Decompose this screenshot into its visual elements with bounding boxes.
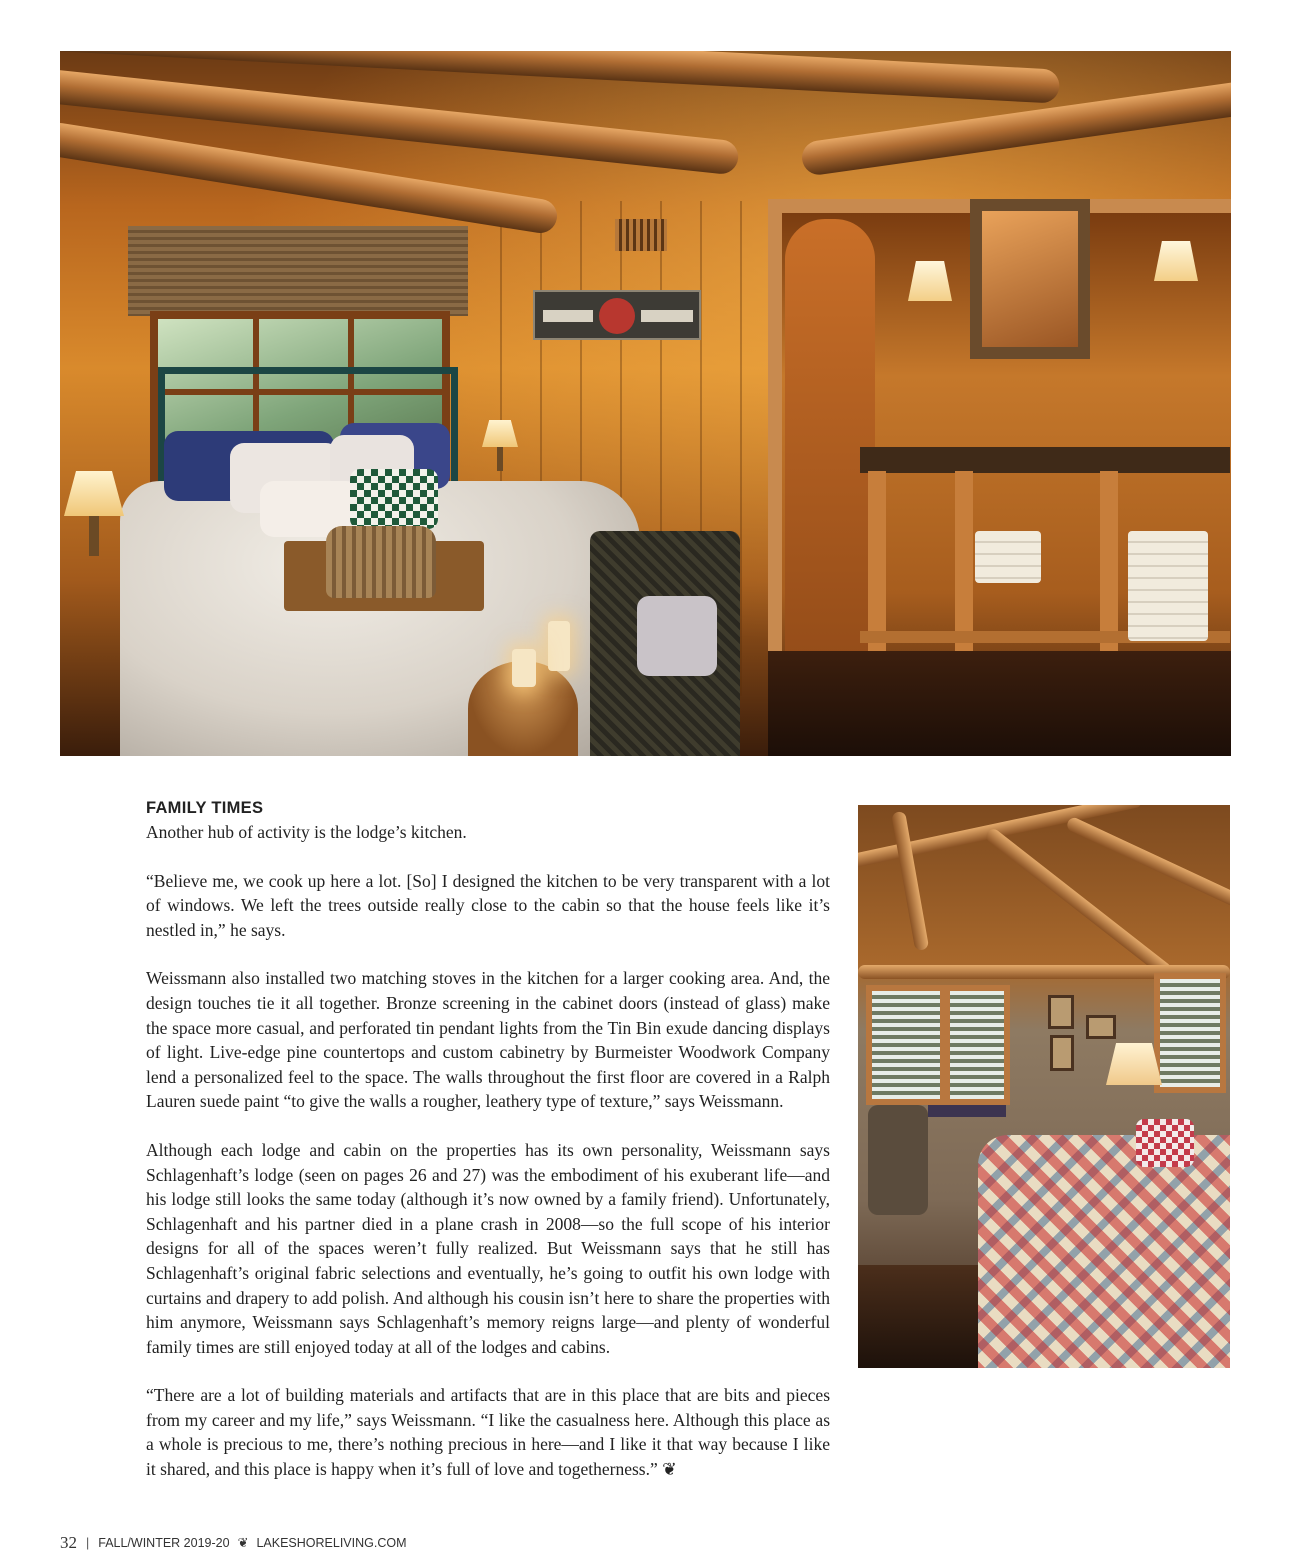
article-body bbox=[146, 796, 830, 1506]
window-shade bbox=[128, 226, 468, 316]
website-link[interactable]: LAKESHORELIVING.COM bbox=[256, 1536, 407, 1550]
paragraph: “Believe me, we cook up here a lot. [So] I designed the kitchen to be very transparent with a lot of windows. We left the trees outside really close to the cabin so that the house feels like it’s nestled in,” he says. bbox=[146, 870, 830, 940]
patterned-quilt-bed bbox=[978, 1135, 1230, 1368]
twig-frame-mirror bbox=[970, 199, 1090, 359]
section-heading: FAMILY TIMES bbox=[146, 799, 264, 817]
checkered-pillow bbox=[350, 469, 438, 529]
chair-cushion bbox=[637, 596, 717, 676]
wall-vent bbox=[615, 219, 667, 251]
paragraph: Weissmann also installed two matching stoves in the kitchen for a larger cooking area. And, the design touches tie it all together. Bronze screening in the cabinet doors (instead of glass) make the space more casual, and perforated tin pendant lights from the Tin Bin exude dancing displays of light. Live-edge pine countertops and custom cabinetry by Burmeister Woodwork Company lend a personalized feel to the space. The walls throughout the first floor are covered in a Ralph Lauren suede paint “to give the walls a rougher, leathery type of texture,” says Weissmann. bbox=[146, 968, 830, 1112]
fishing-creel-basket bbox=[326, 526, 436, 598]
issue-label: FALL/WINTER 2019-20 bbox=[98, 1536, 230, 1550]
vanity-counter bbox=[860, 447, 1230, 473]
paragraph: Although each lodge and cabin on the properties has its own personality, Weissmann says Schlagenhaft’s lodge (seen on pages 26 and 27) was the embodiment of his exuberant life—and his lodge still looks the same today (although it’s now owned by a family friend). Unfortunately, Schlagenhaft and his partner died in a plane crash in 2008—so the full scope of his interior designs for all of the spaces weren’t fully realized. But Weissmann says that he still has Schlagenhaft’s original fabric selections and eventually, he’s going to outfit his own lodge with curtains and drapery to add polish. And although his cousin isn’t here to share the properties with him anymore, Weissmann says Schlagenhaft’s memory reigns large—and plenty of wonderful family times are still enjoyed today at all of the lodges and cabins. bbox=[146, 1139, 830, 1357]
plaid-pillow bbox=[1136, 1119, 1194, 1167]
ornament-icon: ❦ bbox=[237, 1535, 249, 1550]
page-number: 32 bbox=[60, 1533, 77, 1552]
vintage-sign bbox=[533, 290, 701, 340]
hero-photo-cabin-bedroom bbox=[60, 51, 1231, 756]
footer-separator: | bbox=[86, 1536, 90, 1550]
paragraph: Another hub of activity is the lodge’s kitchen. bbox=[146, 822, 467, 842]
paragraph: “There are a lot of building materials and artifacts that are in this place that are bits and pieces from my career and my life,” says Weissmann. “I like the casualness here. Although this place as a whole is precious to me, there’s nothing precious in here—and I like it that way because I like it shared, and this place is happy when it’s full of love and togetherness.” ❦ bbox=[146, 1385, 830, 1480]
secondary-photo-vaulted-bedroom bbox=[858, 805, 1230, 1368]
page-footer bbox=[60, 1532, 407, 1554]
